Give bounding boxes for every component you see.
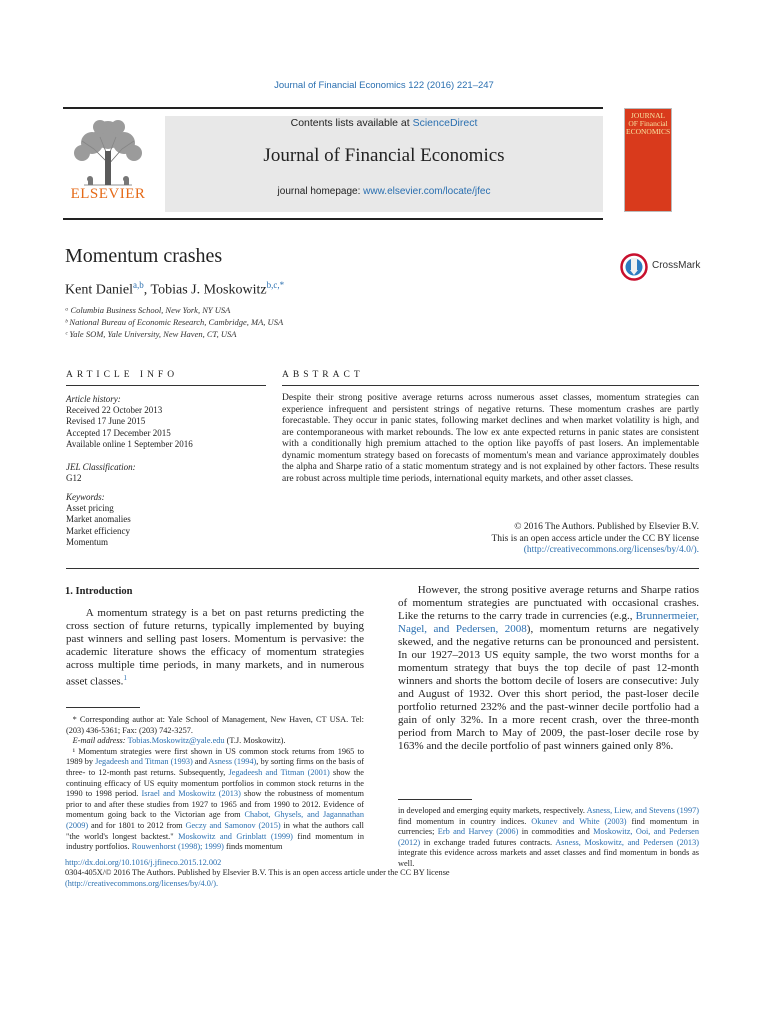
author-name[interactable]: Tobias J. Moskowitz [150, 282, 267, 298]
crossmark-icon [620, 253, 648, 281]
intro-left-column [66, 607, 364, 689]
email-label: E-mail address: [72, 736, 128, 746]
keyword: Asset pricing [66, 503, 114, 514]
footnote-text: in exchange traded futures contracts. [420, 837, 556, 847]
section-heading: 1. Introduction [65, 586, 133, 597]
history-label: Article history: [66, 394, 121, 404]
affiliation: ᶜ Yale SOM, Yale University, New Haven, CT, USA [65, 329, 237, 339]
author-name[interactable]: Kent Daniel [65, 282, 134, 298]
article-info-rule [66, 385, 266, 386]
abstract-text: Despite their strong positive average returns across numerous asset classes, momentum strategies can experience infrequent and persistent strings of negative returns. These momentum crashes are partly forecastable. They occur in panic states, following market declines and when market volatility is high, and are contemporaneous with market rebounds. The low ex ante expected returns in panic states are consistent with a conditionally high premium attached to the option like payoffs of past losers. An implementable dynamic momentum strategy based on forecasts of momentum's mean and variance approximately doubles the alpha and Sharpe ratio of a static momentum strategy and is not explained by other factors. These results are robust across multiple time periods, international equity markets, and other asset classes. [282, 393, 699, 484]
author-affiliation-mark[interactable]: b,c,* [266, 280, 285, 290]
citation-link[interactable]: Moskowitz and Grinblatt (1999) [178, 831, 293, 841]
corresponding-footnote: * Corresponding author at: Yale School of Management, New Haven, CT USA. Tel: (203) 436-5361; Fax: (203) 742-3257. [66, 715, 364, 735]
footer-license-link[interactable]: (http://creativecommons.org/licenses/by/4.0/). [65, 878, 219, 888]
sciencedirect-link[interactable]: ScienceDirect [412, 117, 478, 129]
footnote-text: in what the authors call "the world's longest backtest." [66, 820, 364, 841]
citation-link[interactable]: Erb and Harvey (2006) [437, 827, 519, 837]
page-footer [65, 858, 535, 889]
doi-link[interactable]: http://dx.doi.org/10.1016/j.jfineco.2015.12.002 [65, 858, 222, 867]
jel-label: JEL Classification: [66, 462, 136, 472]
jel-classification [66, 462, 266, 484]
license-link[interactable]: (http://creativecommons.org/licenses/by/4.0/). [523, 545, 699, 555]
footnote-text: ¹ Momentum strategies were first shown in US common stock returns from 1965 to 1989 by [66, 746, 364, 767]
crossmark-label: CrossMark [652, 260, 701, 271]
keywords [66, 492, 266, 548]
contents-prefix: Contents lists available at [290, 117, 413, 129]
citation-link[interactable]: Jegadeesh and Titman (1993) [95, 757, 193, 767]
homepage-line [165, 186, 603, 197]
footnote-text: , by sorting firms on the basis of three- to 12-month past returns. Subsequently, [66, 757, 364, 777]
article-history [66, 394, 266, 450]
abstract-header: ABSTRACT [282, 370, 364, 380]
intro-paragraph-part: ), momentum returns are negatively skewed, and the negative returns can be pronounced and persistent. In our 1927–2013 US equity sample, the two worst months for a momentum strategy that buys the top decile of past 12-month winners and shorts the bottom decile of losers are consecutive: July and August of 1932. Over this short period, the past-loser decile portfolio returned 232% and the past-winner decile portfolio had a gain of only 32%. In a more recent crash, over the three-month period from March to May of 2009, the past-loser decile rose by 163% and the decile portfolio of past winners gained only 8%. [398, 623, 700, 752]
header-top-rule [63, 107, 603, 109]
keyword: Market anomalies [66, 514, 131, 525]
footnote-text: and for 1801 to 2012 from [88, 820, 186, 830]
affiliation: ᵃ Columbia Business School, New York, NY USA [65, 305, 231, 315]
footnote-text: in developed and emerging equity markets, respectively. [398, 806, 587, 815]
citation-link[interactable]: Asness (1994) [208, 757, 257, 767]
journal-name: Journal of Financial Economics [263, 145, 505, 166]
footnote-text: find momentum in currencies; [398, 816, 699, 837]
citation-link[interactable]: Geczy and Samonov (2015) [185, 820, 281, 830]
history-item: Available online 1 September 2016 [66, 438, 193, 449]
citation-link[interactable]: Chabot, Ghysels, and Jagannathan (2009) [66, 810, 364, 830]
footnote-rule [398, 799, 472, 800]
author-affiliation-mark[interactable]: a,b [133, 280, 144, 290]
footnote-text: find momentum in country indices. [398, 816, 532, 826]
footnote-text: in commodities and [518, 827, 594, 837]
citation-link[interactable]: Asness, Liew, and Stevens (1997) [586, 806, 700, 815]
footnote-ref[interactable]: 1 [123, 674, 127, 682]
abstract-rule [282, 385, 699, 386]
email-link[interactable]: Tobias.Moskowitz@yale.edu [127, 736, 225, 746]
footnotes-left [66, 715, 364, 853]
copyright-line: © 2016 The Authors. Published by Elsevier B.V. [514, 522, 699, 532]
footnote-text: and [192, 757, 209, 767]
license-line: This is an open access article under the CC BY license [491, 533, 699, 544]
citation-link[interactable]: Moskowitz, Ooi, and Pedersen (2012) [398, 827, 700, 847]
crossmark-button[interactable] [620, 253, 700, 281]
header-bottom-rule [63, 218, 603, 220]
citation-link[interactable]: Jegadeesh and Titman (2001) [228, 767, 330, 777]
citation-link[interactable]: Rouwenhorst (1998); 1999) [131, 842, 224, 852]
intro-paragraph-part: However, the strong positive average returns and Sharpe ratios of momentum strategies are punctuated with occasional crashes. Like the returns to the carry trade in currencies (e.g., [398, 584, 699, 622]
footnote-rule [66, 707, 140, 708]
keyword: Market efficiency [66, 525, 131, 536]
jel-code: G12 [66, 473, 82, 484]
footnote-text: find momentum in industry portfolios. [66, 831, 364, 852]
homepage-prefix: journal homepage: [277, 186, 364, 197]
article-title: Momentum crashes [65, 245, 223, 267]
issn-line: 0304-405X/© 2016 The Authors. Published by Elsevier B.V. This is an open access article under the CC BY license [65, 868, 450, 878]
footnote-text: show the robustness of momentum prior to and after these studies from 1927 to 1965 and from 1990 to 2012. Evidence of momentum going back to the Victorian age from [66, 789, 364, 820]
journal-homepage-link[interactable]: www.elsevier.com/locate/jfec [363, 186, 491, 197]
keywords-label: Keywords: [66, 492, 105, 502]
affiliation: ᵇ National Bureau of Economic Research, Cambridge, MA, USA [65, 317, 284, 327]
article-info-header: ARTICLE INFO [66, 370, 179, 380]
citation-link[interactable]: Asness, Moskowitz, and Pedersen (2013) [555, 837, 699, 847]
footnote-text: show the continuing efficacy of US equity momentum portfolios in common stock returns in the 1990 to 1998 period. [66, 767, 364, 799]
keyword: Momentum [66, 536, 108, 547]
journal-cover-title: JOURNAL OF Financial ECONOMICS [626, 111, 671, 136]
intro-paragraph: A momentum strategy is a bet on past returns predicting the cross section of future returns, typically implemented by buying past winners and selling past losers. Momentum is pervasive: the academic literature shows the efficacy of momentum strategies across multiple time periods, in many markets, and in numerous asset classes. [66, 607, 364, 688]
footnote-text: integrate this evidence across markets and asset classes and find momentum in bonds as well. [398, 848, 699, 868]
citation-link[interactable]: Israel and Moskowitz (2013) [141, 789, 241, 799]
history-item: Revised 17 June 2015 [66, 416, 146, 427]
citation-link[interactable]: Okunev and White (2003) [531, 816, 627, 826]
history-item: Accepted 17 December 2015 [66, 427, 171, 438]
elsevier-logo-text: ELSEVIER [70, 186, 146, 202]
citation-link[interactable]: Brunnermeier, Nagel, and Pedersen, 2008 [398, 610, 699, 635]
abstract-copyright [282, 522, 699, 557]
journal-citation[interactable]: Journal of Financial Economics 122 (2016) 221–247 [274, 80, 494, 91]
history-item: Received 22 October 2013 [66, 405, 163, 416]
abstract-bottom-rule [66, 568, 699, 569]
contents-line [165, 117, 603, 129]
email-suffix: (T.J. Moskowitz). [224, 736, 286, 746]
author-list: Kent Daniel$^{a,b}$, Tobias J. Moskowitz$^{b,c,*}$ [65, 280, 285, 298]
footnote-text: finds momentum [223, 842, 283, 852]
intro-right-column [398, 584, 699, 753]
